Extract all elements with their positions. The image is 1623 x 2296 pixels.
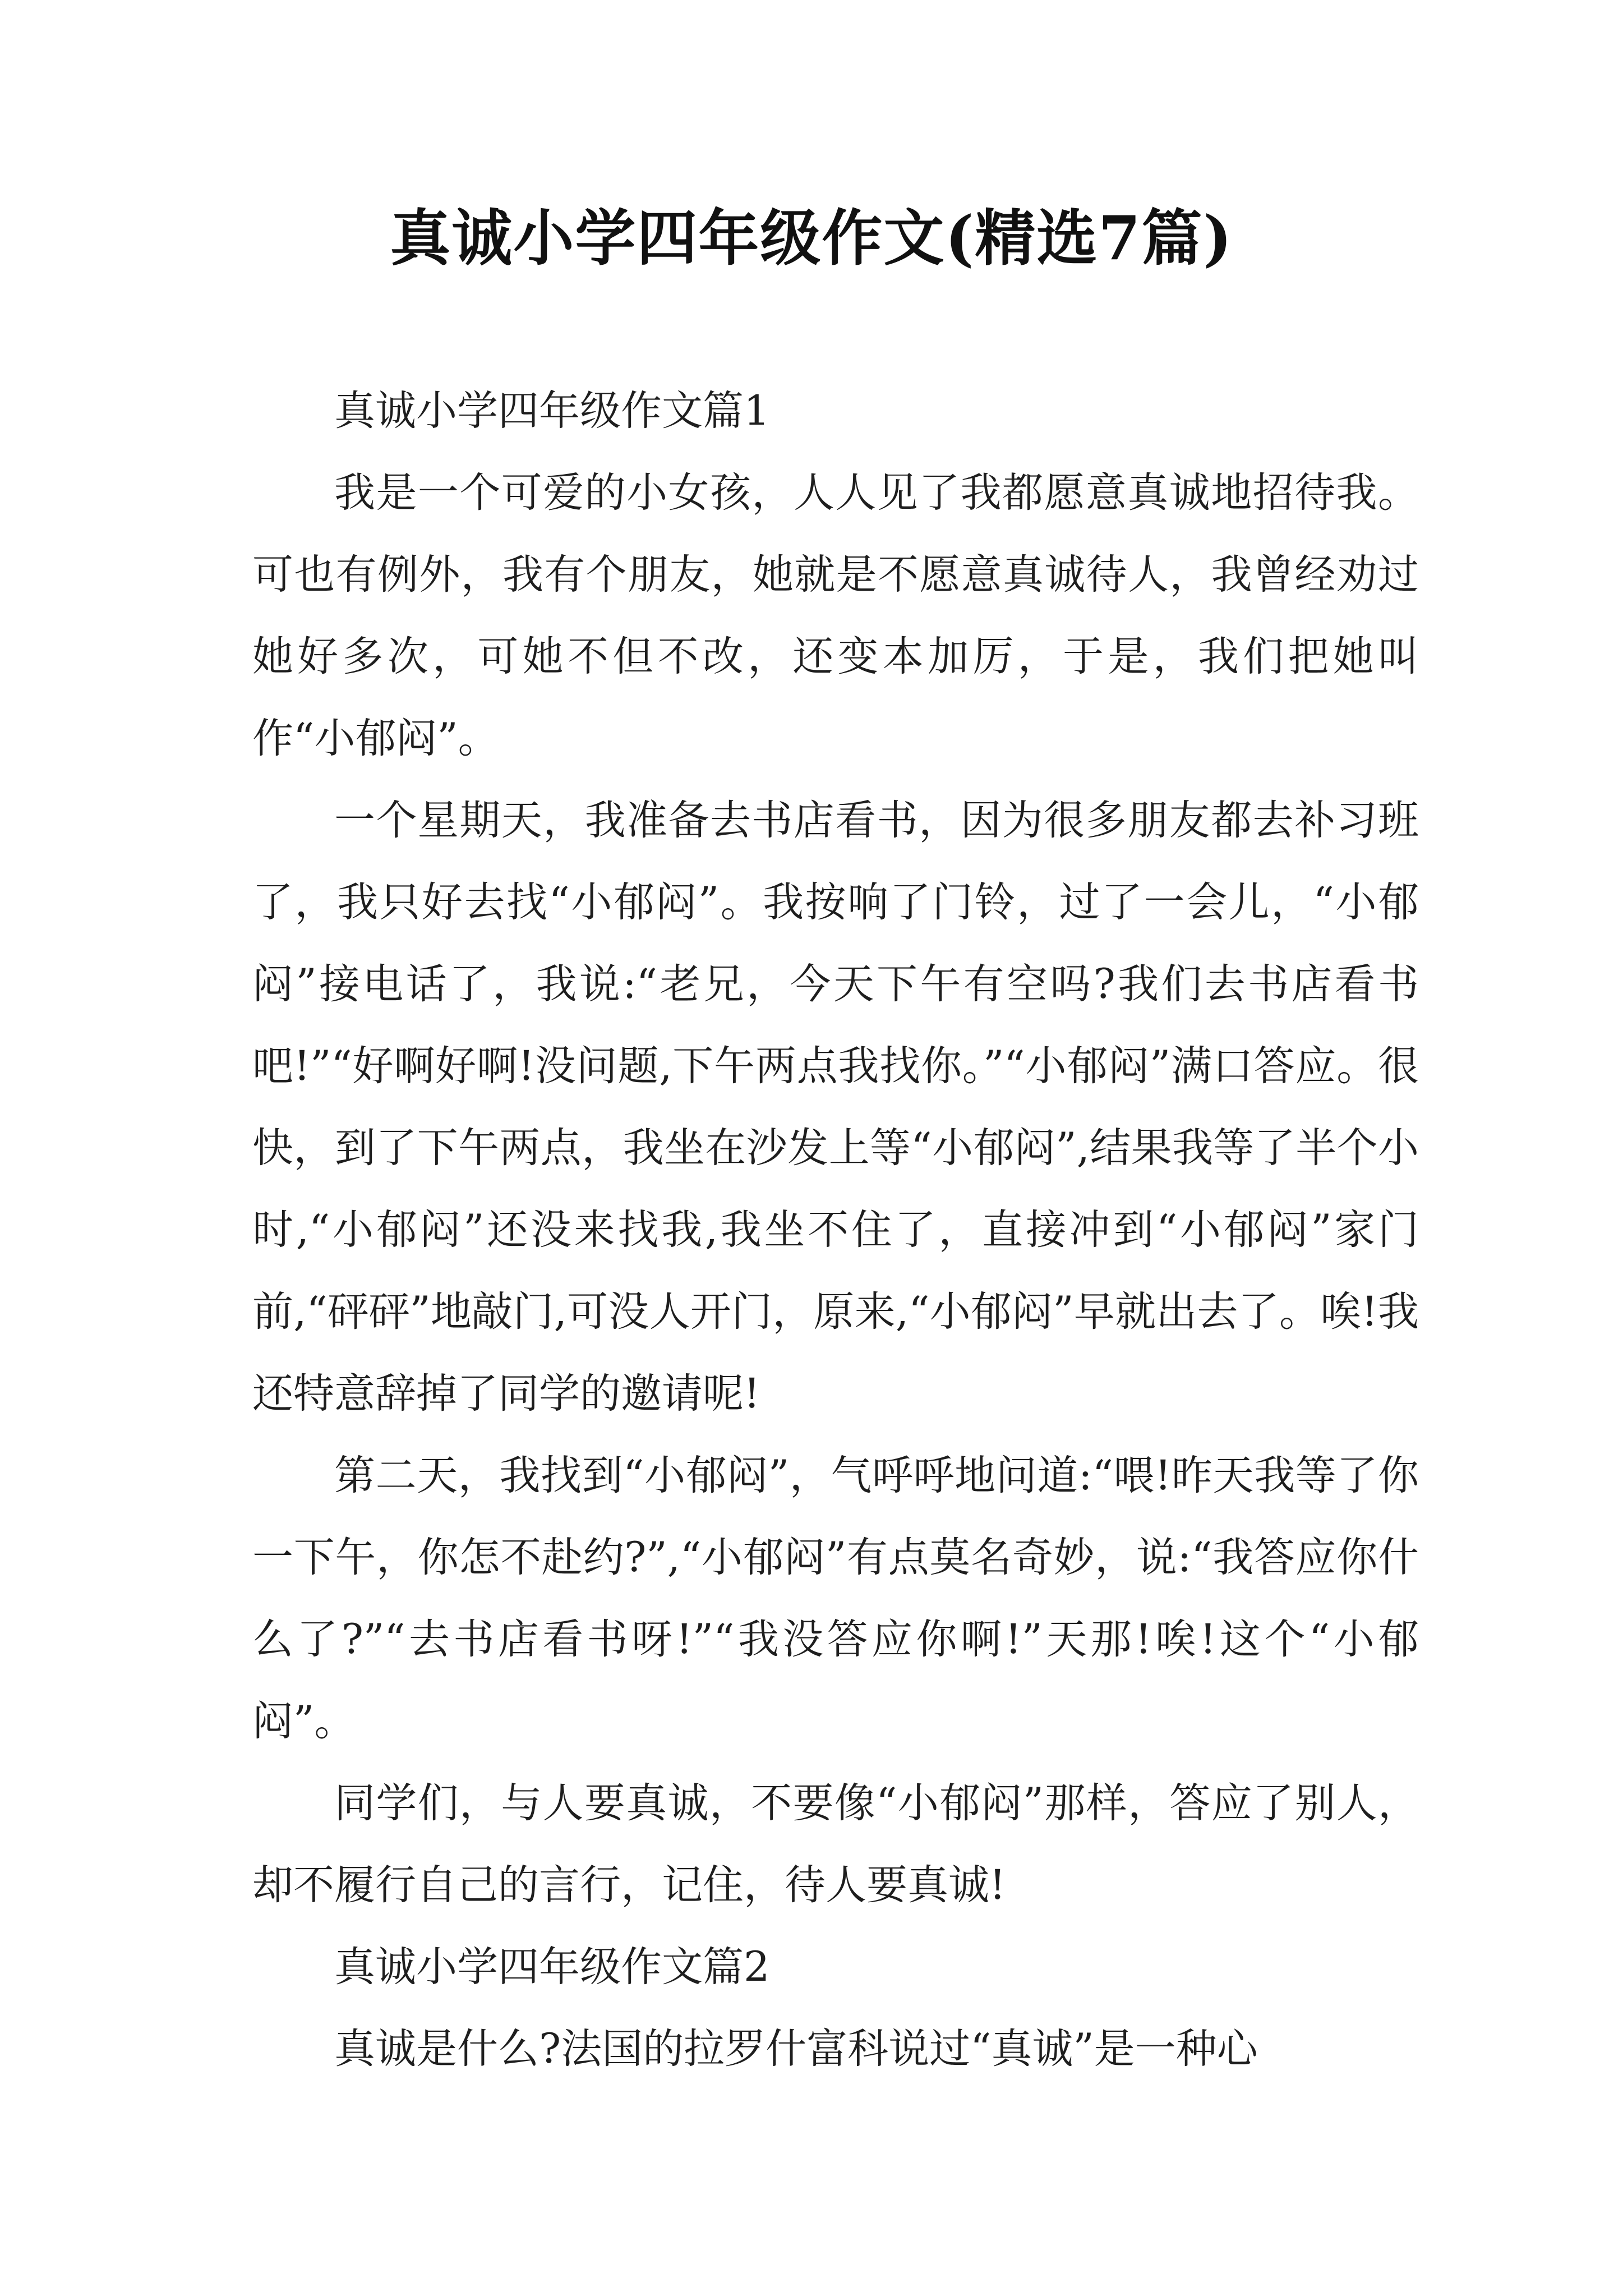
section-heading: 真诚小学四年级作文篇2 (334, 1943, 770, 1991)
paragraph: 真诚是什么?法国的拉罗什富科说过“真诚”是一种心 (334, 2025, 1258, 2073)
paragraph: 我是一个可爱的小女孩，人人见了我都愿意真诚地招待我。可也有例外，我有个朋友，她就是不愿意真诚待人，我曾经劝过她好多次，可她不但不改，还变本加厉，于是，我们把她叫作“小郁闷”。 (252, 469, 1419, 762)
section-1 (252, 370, 1419, 1926)
section-2 (252, 1926, 1419, 2090)
paragraph: 同学们，与人要真诚，不要像“小郁闷”那样，答应了别人，却不履行自己的言行，记住，待人要真诚! (252, 1779, 1419, 1909)
document-body (252, 370, 1419, 2090)
section-heading: 真诚小学四年级作文篇1 (334, 387, 770, 435)
paragraph: 一个星期天，我准备去书店看书，因为很多朋友都去补习班了，我只好去找“小郁闷”。我按响了门铃，过了一会儿，“小郁闷”接电话了，我说:“老兄，今天下午有空吗?我们去书店看书吧!”“好啊好啊!没问题,下午两点我找你。”“小郁闷”满口答应。很快，到了下午两点，我坐在沙发上等“小郁闷”,结果我等了半个小时,“小郁闷”还没来找我,我坐不住了，直接冲到“小郁闷”家门前,“砰砰”地敲门,可没人开门，原来,“小郁闷”早就出去了。唉!我还特意辞掉了同学的邀请呢! (252, 797, 1419, 1418)
document-title: 真诚小学四年级作文(精选7篇) (390, 203, 1233, 274)
paragraph: 第二天，我找到“小郁闷”，气呼呼地问道:“喂!昨天我等了你一下午，你怎不赴约?”,“小郁闷”有点莫名奇妙，说:“我答应你什么了?”“去书店看书呀!”“我没答应你啊!”天那!唉!这个“小郁闷”。 (252, 1452, 1419, 1745)
